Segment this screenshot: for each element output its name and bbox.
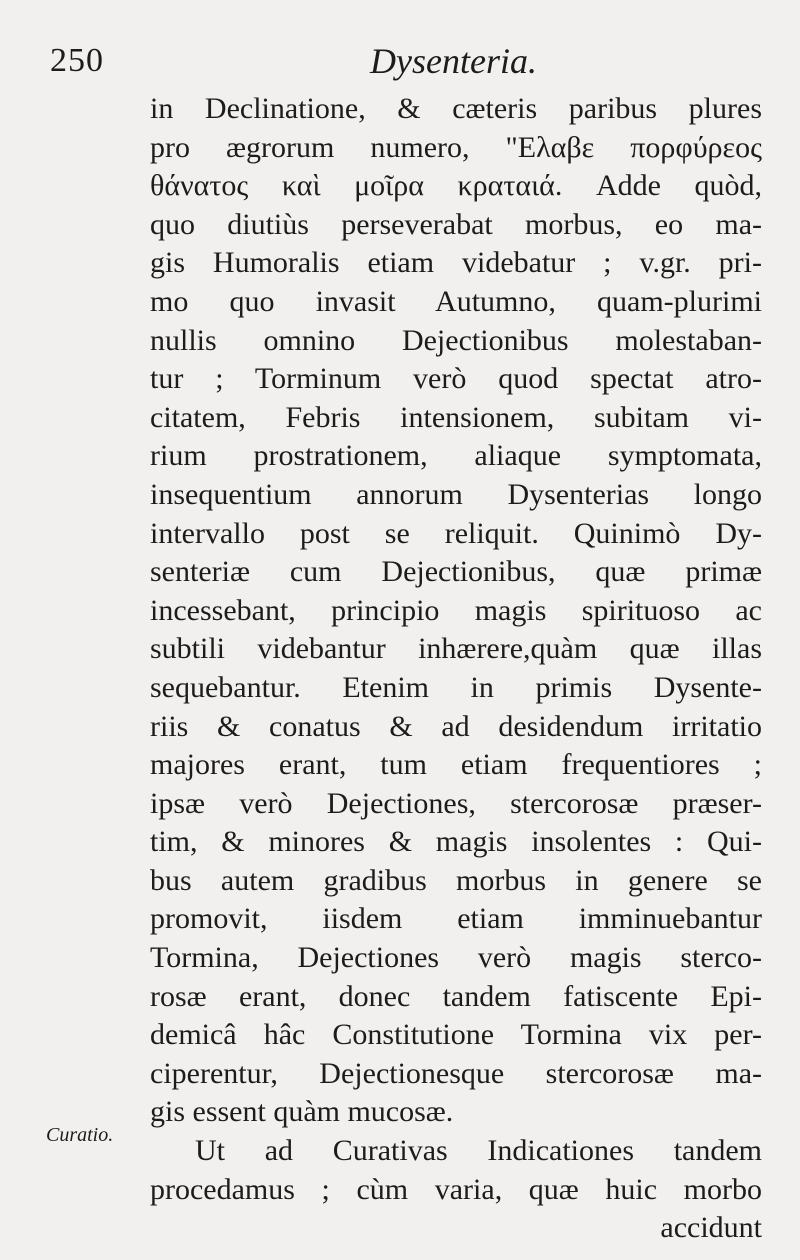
text-line: bus autem gradibus morbus in genere se — [150, 863, 762, 897]
text-line: Ut ad Curativas Indicationes tandem — [195, 1134, 762, 1168]
text-line: θάνατος καὶ μοῖρα κραταιά. Adde quòd, — [150, 169, 762, 203]
text-line: ipsæ verò Dejectiones, stercorosæ præser- — [150, 786, 762, 820]
text-line: in Declinatione, & cæteris paribus plures — [150, 92, 762, 125]
page-number: 250 — [50, 42, 104, 79]
text-line: gis essent quàm mucosæ. — [150, 1095, 454, 1129]
text-line: rosæ erant, donec tandem fatiscente Epi- — [150, 979, 762, 1013]
margin-note: Curatio. — [46, 1124, 114, 1146]
text-line: majores erant, tum etiam frequentiores ; — [150, 748, 762, 782]
text-line: tim, & minores & magis insolentes : Qui- — [150, 825, 762, 859]
text-line: gis Humoralis etiam videbatur ; v.gr. pri- — [150, 246, 762, 280]
text-line: accidunt — [660, 1211, 762, 1245]
text-line: procedamus ; cùm varia, quæ huic morbo — [150, 1172, 762, 1206]
text-line: senteriæ cum Dejectionibus, quæ primæ — [150, 555, 762, 589]
text-line: ciperentur, Dejectionesque stercorosæ ma- — [150, 1056, 762, 1090]
text-line: citatem, Febris intensionem, subitam vi- — [150, 400, 762, 434]
text-line: tur ; Torminum verò quod spectat atro- — [150, 362, 762, 396]
page-header — [0, 40, 800, 90]
text-line: sequebantur. Etenim in primis Dysente- — [150, 670, 762, 704]
text-line: promovit, iisdem etiam imminuebantur — [150, 902, 762, 936]
body-text — [150, 90, 762, 1248]
text-line: subtili videbantur inhærere,quàm quæ illas — [150, 632, 762, 666]
running-title: Dysenteria. — [370, 41, 537, 81]
text-line: rium prostrationem, aliaque symptomata, — [150, 439, 762, 473]
text-line: nullis omnino Dejectionibus molestaban- — [150, 323, 762, 357]
text-line: demicâ hâc Constitutione Tormina vix per- — [150, 1018, 762, 1052]
text-line: pro ægrorum numero, "Ελαβε πορφύρεος — [150, 130, 762, 164]
text-line: intervallo post se reliquit. Quinimò Dy- — [150, 516, 762, 550]
text-line: mo quo invasit Autumno, quam-plurimi — [150, 284, 762, 318]
text-line: incessebant, principio magis spirituoso ac — [150, 593, 762, 627]
text-line: quo diutiùs perseverabat morbus, eo ma- — [150, 207, 762, 241]
text-line: insequentium annorum Dysenterias longo — [150, 477, 762, 511]
text-line: riis & conatus & ad desidendum irritatio — [150, 709, 762, 743]
text-line: Tormina, Dejectiones verò magis sterco- — [150, 941, 762, 975]
